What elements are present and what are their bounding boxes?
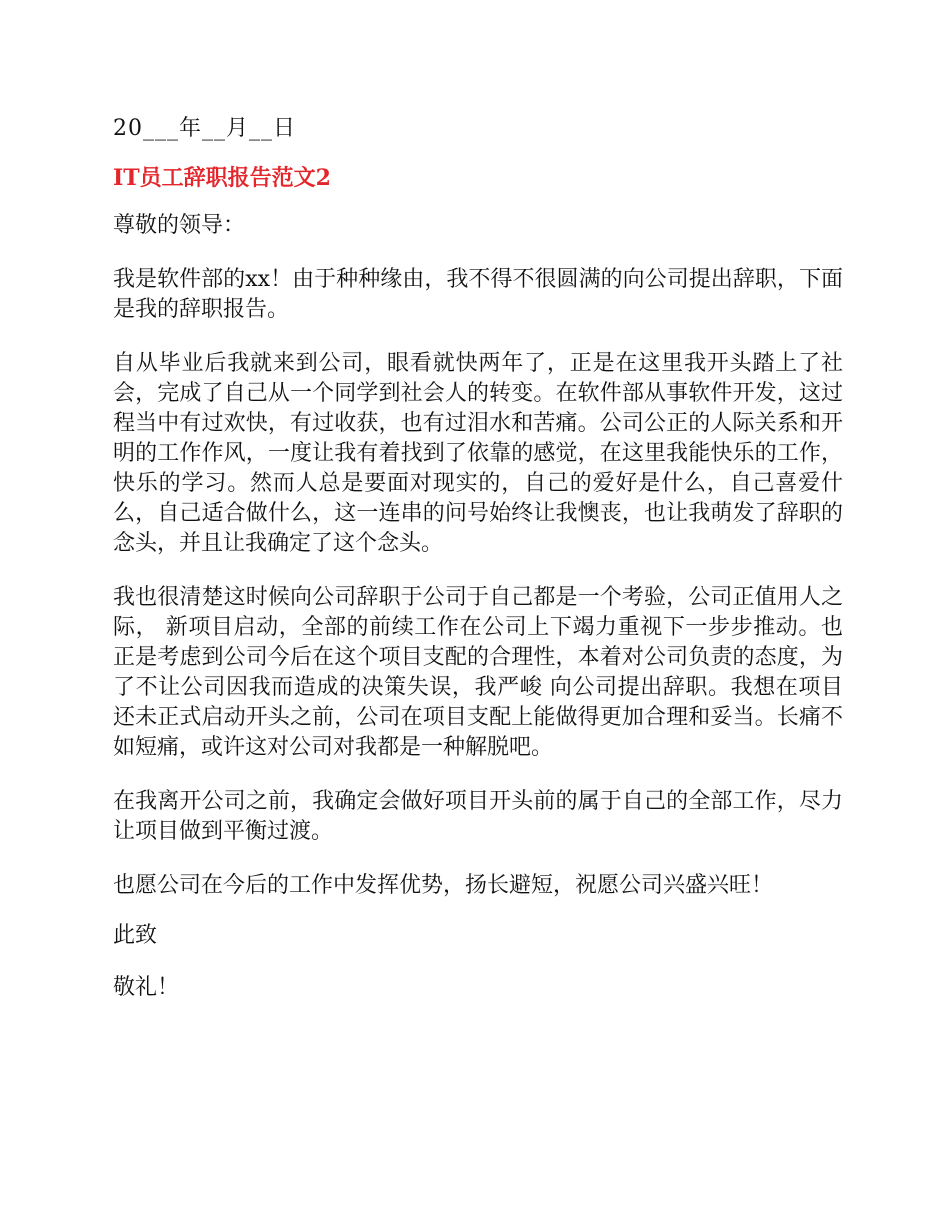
paragraph-4: 在我离开公司之前，我确定会做好项目开头前的属于自己的全部工作，尽力让项目做到平衡过渡。	[113, 789, 843, 844]
closing-regards: 此致	[113, 923, 158, 948]
document-page	[113, 114, 843, 1025]
paragraph-3: 我也很清楚这时候向公司辞职于公司于自己都是一个考验，公司正值用人之际， 新项目启动，全部的前续工作在公司上下竭力重视下一步步推动。也正是考虑到公司今后在这个项目支配的合理性，本着对公司负责的态度，为了不让公司因我而造成的决策失误，我严峻 向公司提出辞职。我想在项目还未正式启动开头之前，公司在项目支配上能做得更加合理和妥当。长痛不如短痛，或许这对公司对我都是一种解脱吧。	[113, 585, 843, 760]
paragraph-2: 自从毕业后我就来到公司，眼看就快两年了，正是在这里我开头踏上了社会，完成了自己从一个同学到社会人的转变。在软件部从事软件开发，这过程当中有过欢快，有过收获，也有过泪水和苦痛。公司公正的人际关系和开明的工作作风，一度让我有着找到了依靠的感觉，在这里我能快乐的工作，快乐的学习。然而人总是要面对现实的，自己的爱好是什么，自己喜爱什么，自己适合做什么，这一连串的问号始终让我懊丧，也让我萌发了辞职的念头，并且让我确定了这个念头。	[113, 351, 843, 556]
salutation: 尊敬的领导：	[113, 213, 246, 238]
date-line: 20___年__月__日	[113, 116, 296, 141]
paragraph-1: 我是软件部的xx！由于种种缘由，我不得不很圆满的向公司提出辞职，下面是我的辞职报告。	[113, 267, 843, 322]
document-title: IT员工辞职报告范文2	[113, 165, 331, 191]
paragraph-5: 也愿公司在今后的工作中发挥优势，扬长避短，祝愿公司兴盛兴旺！	[113, 873, 774, 898]
closing-salute: 敬礼！	[113, 975, 180, 1000]
